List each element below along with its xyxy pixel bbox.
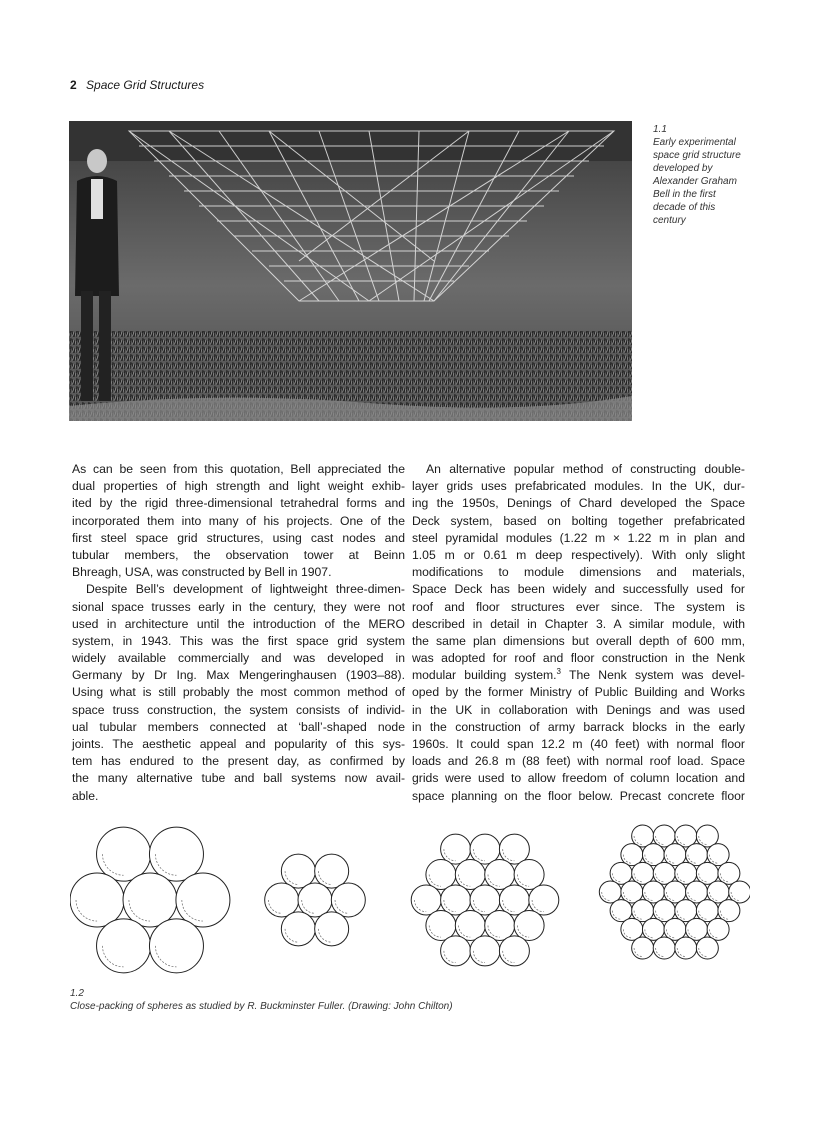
text-line: Space Deck has been widely and successfully used for [412,582,745,597]
text-line: loads and 26.8 m (88 feet) with normal roof load. Space [412,754,745,769]
text-line: was adopted for roof and floor construction in the Nenk [412,651,745,666]
page-number: 2 [70,78,77,92]
text-line: space truss construction, the system consists of individ- [72,702,405,717]
body-column-right [412,461,745,805]
body-column-left [72,461,405,805]
text-line: 1.05 m or 0.61 m deep respectively). With only slight [412,547,745,562]
text-line: able. [72,788,99,803]
text-line: Using what is still probably the most common method of [72,685,405,700]
text-line: dual properties of high strength and light weight exhib- [72,479,405,494]
text-line: An alternative popular method of constructing double- [426,462,745,476]
text-line: 1960s. It could span 12.2 m (40 feet) with normal floor [412,737,745,751]
text-line: in the UK in collaboration with Denings and was used [412,702,745,717]
text-line: sional space trusses early in the century, they were not [72,599,405,614]
text-line: tubular members, the observation tower at Beinn [72,547,405,562]
sphere-cluster-2 [265,854,366,946]
text-line: incorporated them into many of his projects. One of the [72,513,405,528]
text-line: Deck system, based on bolting together prefabricated [412,513,745,528]
caption-line: decade of this [653,202,716,213]
caption-line: developed by [653,163,713,174]
text-line: modular building system.$^3$ The Nenk system was devel- [412,667,745,683]
text-line: Despite Bell’s development of lightweight three-dimen- [86,582,405,597]
text-line: ual tubular members connected at ‘ball’-shaped node [72,719,405,734]
sphere-cluster-3 [411,834,559,966]
caption-line: Early experimental [653,137,736,148]
figure-1-1-caption [653,123,773,227]
text-line: grids were used to allow freedom of column location and [412,771,745,786]
text-line: described in detail in Chapter 3. A similar module, with [412,616,745,631]
text-line: space planning on the floor below. Precast concrete floor [412,788,745,803]
caption-line: Bell in the first [653,189,716,200]
text-line: in the construction of army barrack blocks in the early [412,719,745,734]
caption-line: Alexander Graham [653,176,737,187]
text-line: Bhreagh, USA, was constructed by Bell in 1907. [72,565,332,580]
text-line: ing the 1950s, Denings of Chard developed the Space [412,496,745,511]
text-line: layer grids uses prefabricated modules. In the UK, dur- [412,479,745,494]
figure-1-2-caption [70,987,453,1013]
text-line: tem has endured to the present day, as confirmed by [72,754,405,769]
sphere-cluster-1 [70,827,230,973]
sphere-cluster-4 [599,825,750,959]
text-line: system, in 1943. This was the first space grid system [72,633,405,648]
text-line: ited by the rigid three-dimensional tetrahedral forms and [72,496,405,511]
text-line: roof and floor structures ever since. The system is [412,599,745,614]
text-line: the same plan dimensions but overall depth of 600 mm, [412,633,745,648]
running-title: Space Grid Structures [86,78,205,92]
text-line: As can be seen from this quotation, Bell appreciated the [72,462,405,476]
text-line: joints. The aesthetic appeal and popularity of this sys- [72,737,405,751]
text-line: widely available commercially and was developed in [72,651,405,666]
bell-space-grid-photo [69,121,632,421]
text-line: modifications to module dimensions and materials, [412,565,745,580]
running-header [70,78,204,92]
figure-1-2-caption-text: Close-packing of spheres as studied by R. Buckminster Fuller. (Drawing: John Chilton) [70,1001,453,1012]
text-line: the many alternative tube and ball systems now avail- [72,771,405,786]
text-line: used in architecture until the introduction of the MERO [72,616,405,631]
caption-line: century [653,215,686,226]
footnote-ref: 3 [556,667,561,677]
text-line: Germany by Dr Ing. Max Mengeringhausen (1903–88). [72,668,405,683]
sphere-packing-drawings [70,820,750,980]
figure-1-1-caption-text [653,136,773,227]
text-line: oped by the former Ministry of Public Building and Works [412,685,745,700]
figure-1-1-label: 1.1 [653,124,667,135]
text-line: steel pyramidal modules (1.22 m × 1.22 m in plan and [412,530,745,545]
caption-line: space grid structure [653,150,741,161]
figure-1-2-label: 1.2 [70,988,84,999]
text-line: first steel space grid structures, using cast nodes and [72,530,405,545]
